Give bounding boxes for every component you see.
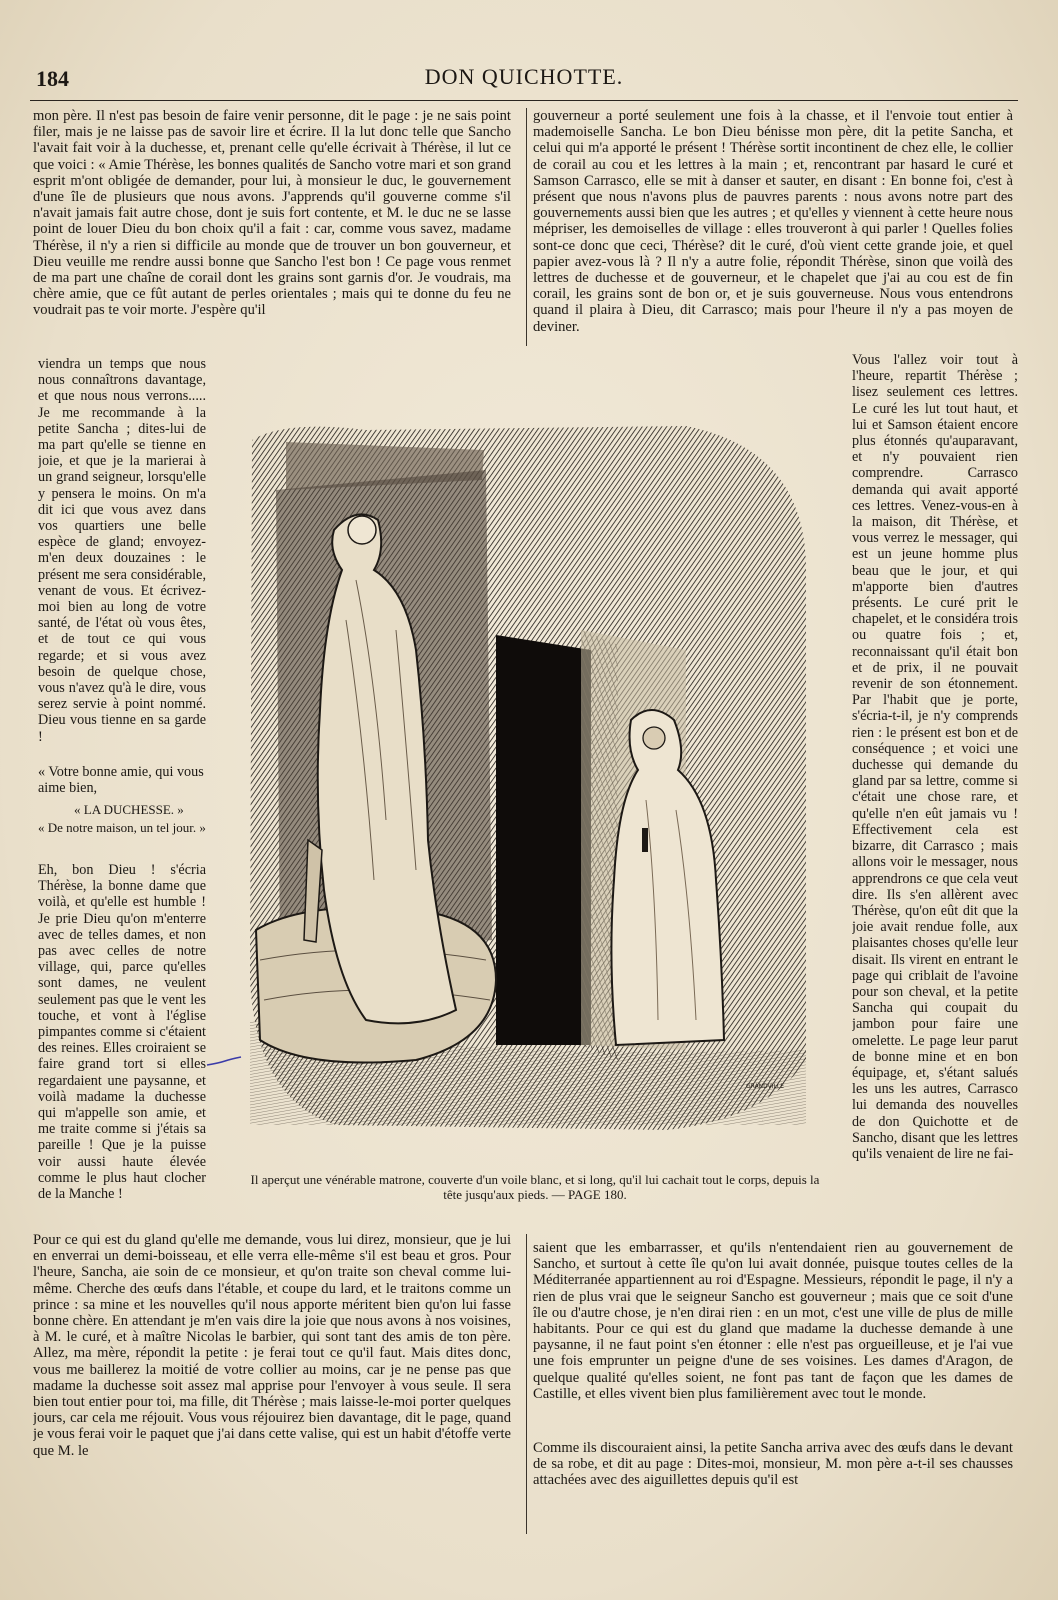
engraving-illustration: [246, 420, 818, 1145]
right-column-top-text: gouverneur a porté seulement une fois à la chasse, et il l'envoie tout entier à mademoiselle Sancha. Le bon Dieu bénisse mon père, dit la petite Sancha, et celui qui m'a apporté le présent ! Thérèse sortit incontinent de chez elle, le collier de corail au cou et les lettres à la main ; et, rencontrant par hasard le curé et Samson Carrasco, elle se mit à danser et sauter, en disant : En bonne foi, c'est à présent que nous n'avons plus de pauvres parents : nous avons notre part des gouvernements aussi bien que les autres ; et qu'elles y viennent à cette heure nous mépriser, les demoiselles de village : elles trouveront à qui parler ! Quelles folies sont-ce donc que ceci, Thérèse? dit le curé, d'où vient cette grande joie, et quel papier avez-vous là ? Il n'y a autre folie, répondit Thérèse, sinon que voilà des lettres de duchesse et de gouverneur, et le chapelet que j'ai au cou est de fin corail, les grains sont de bon or, et je suis gouverneuse. Nous vous entendrons quand il plaira à Dieu, dit Carrasco; mais pour l'heure il n'y a pas moyen de deviner.: [533, 108, 1013, 335]
letter-signature: « LA DUCHESSE. »: [74, 802, 184, 817]
svg-text:GRANDVILLE: GRANDVILLE: [746, 1083, 785, 1090]
matron-face: [643, 727, 665, 749]
right-column-narrow-text: Vous l'allez voir tout à l'heure, repartit Thérèse ; lisez seulement ces lettres. Le curé les lut tout haut, et lui et Samson étaient encore plus étonnés qu'auparavant, et n'y pouvaient rien comprendre. Carrasco demanda qui avait apporté ces lettres. Venez-vous-en à la maison, dit Thérèse, et vous verrez le messager, qui est un jeune homme plus beau que le jour, et qui m'apporte bien d'autres présents. Le curé prit le chapelet, et le considéra trois ou quatre fois ; et, reconnaissant qu'il était bon et de prix, il ne pouvait revenir de son étonnement. Par l'habit que je porte, s'écria-t-il, je n'y comprends rien : le présent est bon et de conséquence ; et voici une duchesse qui demande du gland par sa lettre, comme si c'était une chose rare, et qu'elle n'en eût jamais vu ! Effectivement cela est bizarre, dit Carrasco ; mais allons voir le messager, nous apprendrons ce que cela veut dire. Ils s'en allèrent avec Thérèse, qu'on eût dit que la joie avait rendue folle, aux plaisantes choses qu'elle leur disait. Ils virent en entrant le page qui criblait de l'avoine pour son cheval, et la petite Sancha qui coupait du jambon pour faire une omelette. Le page leur parut de bonne mine et en bon équipage, et, s'étant salués les uns les autres, Carrasco lui demanda des nouvelles de don Quichotte et de Sancho, disant que les lettres qu'ils venaient de lire ne fai-: [852, 352, 1018, 1162]
running-title: DON QUICHOTTE.: [424, 64, 624, 89]
standing-figure-head: [348, 516, 376, 544]
letter-closing: « Votre bonne amie, qui vous aime bien,: [38, 764, 204, 797]
engraving-scene: [246, 420, 818, 1145]
right-column-bottom-text-2: Comme ils discouraient ainsi, la petite Sancha arriva avec des œufs dans le devant de sa robe, et dit au page : Dites-moi, monsieur, M. mon père a-t-il ses chausses attachées avec des aiguillettes depuis qu'il est: [533, 1440, 1013, 1489]
left-column-top-text: mon père. Il n'est pas besoin de faire venir personne, dit le page : je ne sais point filer, mais je ne laisse pas de savoir lire et écrire. Il la lut donc telle que Sancho l'avait fait voir à la duchesse, et, prenant celle qu'elle écrivait à Thérèse, il lut ce que voici : « Amie Thérèse, les bonnes qualités de Sancho votre mari et son grand esprit m'ont obligée de demander, pour lui, à monsieur le duc, le gouvernement d'une île de plusieurs que nous avons. J'apprends qu'il gouverne comme s'il n'avait jamais fait autre chose, dont je suis fort contente, et M. le duc ne se lasse point de louer Dieu du bon choix qu'il a fait : car, comme vous savez, madame Thérèse, il n'y a rien si difficile au monde que de trouver un bon gouverneur, et Dieu veuille me rendre aussi bonne que Sancho l'est bon ! Ce page vous renmet de ma part une chaîne de corail dont les grains sont garnis d'or. Je voudrais, ma chère amie, que ce fût autant de perles orientales ; mais qui te donne du feu ne voudrait pas te voir morte. J'espère qu'il: [33, 108, 511, 319]
page-number: 184: [36, 66, 69, 91]
letter-dateline: « De notre maison, un tel jour. »: [38, 820, 206, 835]
illustration-caption: Il aperçut une vénérable matrone, couverte d'un voile blanc, et si long, qu'il lui cachait tout le corps, depuis la tête jusqu'aux pieds. — PAGE 180.: [250, 1172, 820, 1202]
column-rule-bottom: [526, 1234, 527, 1534]
doorway: [496, 635, 591, 1045]
right-column-bottom-text: saient que les embarrasser, et qu'ils n'entendaient rien au gouvernement de Sancho, et surtout à cette île qu'on lui avait donnée, puisque toutes celles de la Méditerranée appartiennent au roi d'Espagne. Messieurs, répondit le page, il n'y a rien de plus vrai que le seigneur Sancho est gouverneur ; mais que ce soit d'une île ou d'autre chose, je n'en dirai rien : en un mot, c'est une ville de plus de mille habitants. Pour ce qui est du gland que madame la duchesse demande à une paysanne, il ne faut point s'en étonner : elle n'est pas orgueilleuse, et je l'ai vue une fois emprunter un peigne d'une de ses voisines. Les dames d'Aragon, de quelque qualité qu'elles soient, ne font pas tant de façon que les dames de Castille, et elles vivent bien plus familièrement avec tout le monde.: [533, 1240, 1013, 1402]
left-column-bottom-text: Pour ce qui est du gland qu'elle me demande, vous lui direz, monsieur, que je lui en enverrai un demi-boisseau, et elle verra elle-même s'il est beau et gros. Pour l'heure, Sancha, aie soin de ce monsieur, et qu'on traite son cheval comme lui-même. Cherche des œufs dans l'étable, et coupe du lard, et le traitons comme un prince : sa mine et les nouvelles qu'il nous apporte méritent bien qu'on lui fasse bonne chère. En attendant je m'en vais dire la joie que nous avons à nos voisines, à M. le curé, et à maître Nicolas le barbier, qui sont tant des amis de ton père. Allez, ma mère, répondit la petite : je ferai tout ce qu'il faut. Mais dites donc, vous me baillerez la moitié de votre collier au moins, car je ne pense pas que madame la duchesse soit assez mal apprise pour l'envoyer à vous seule. Il sera bien tout entier pour toi, ma fille, dit Thérèse ; mais laisse-le-moi porter quelques jours, car cela me réjouit. Vous vous réjouirez bien davantage, dit le page, quand je vous ferai voir le paquet que j'ai dans cette valise, qui est un habit d'étoffe verte que M. le: [33, 1232, 511, 1459]
left-column-therese-text: Eh, bon Dieu ! s'écria Thérèse, la bonne dame que voilà, et qu'elle est humble ! Je prie Dieu qu'on m'enterre avec de telles dames, et non pas avec celles de notre village, qui, parce qu'elles sont dames, ne veulent seulement pas que le vent les touche, et vont à l'église pimpantes comme si c'étaient des reines. Elles croiraient se faire grand tort si elles regardaient une paysanne, et voilà madame la duchesse qui m'appelle son amie, et me traite comme si j'étais sa pareille ! Que je la puisse voir aussi haute élevée comme le plus haut clocher de la Manche !: [38, 862, 206, 1203]
ink-pen-mark-icon: [205, 1055, 243, 1069]
page-header: [30, 60, 1018, 101]
column-rule-top: [526, 108, 527, 346]
candle-icon: [642, 828, 648, 852]
left-column-letter-text: viendra un temps que nous nous connaîtrons davantage, et que nous nous verrons..... Je me recommande à la petite Sancha ; dites-lui de ma part qu'elle se tienne en joie, et que je la marierai à un grand seigneur, lorsqu'elle y pensera le moins. On m'a dit ici que vous avez dans vos quartiers une belle espèce de gland; envoyez-m'en deux douzaines : le présent me sera considérable, venant de vous. Et écrivez-moi bien au long de votre santé, de l'état où vous êtes, et de tout ce qui vous regarde; et si vous avez besoin de quelque chose, vous n'avez qu'à le dire, vous serez servie à point nommé. Dieu vous tienne en sa garde !: [38, 356, 206, 745]
